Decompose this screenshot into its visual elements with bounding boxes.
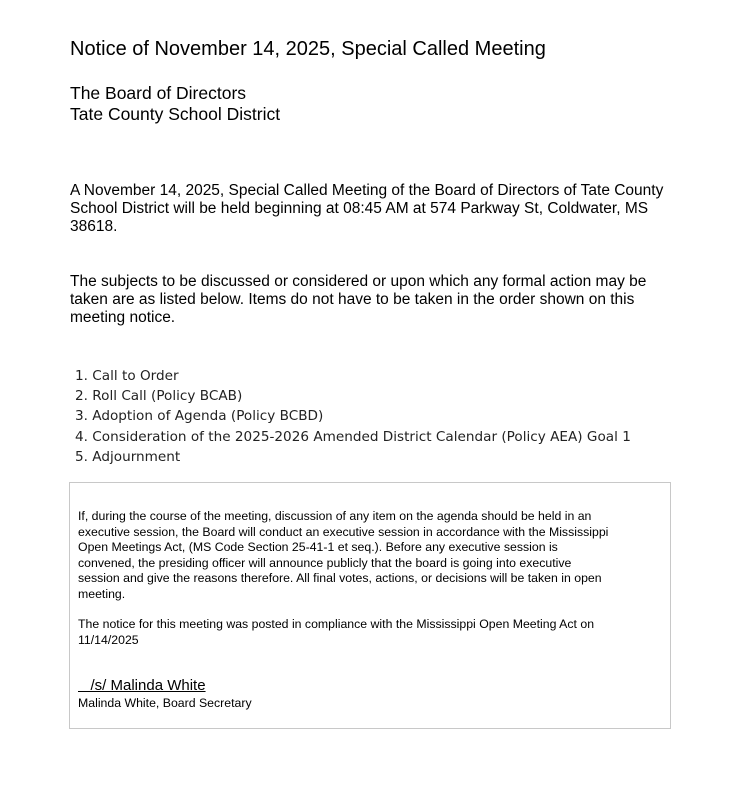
notice-line: convened, the presiding officer will announce publicly that the board is going into executive	[78, 555, 572, 570]
page-title: Notice of November 14, 2025, Special Called Meeting	[70, 38, 546, 60]
signer-title: Malinda White, Board Secretary	[78, 696, 252, 710]
notice-line: meeting.	[78, 586, 126, 601]
agenda-item: 2. Roll Call (Policy BCAB)	[75, 388, 243, 405]
district-name: Tate County School District	[70, 104, 281, 124]
agenda-item: 4. Consideration of the 2025-2026 Amended District Calendar (Policy AEA) Goal 1	[75, 428, 631, 445]
signature: /s/ Malinda White	[78, 677, 206, 694]
intro-line: School District will be held beginning at 08:45 AM at 574 Parkway St, Coldwater, MS	[70, 200, 649, 217]
intro-line: 38618.	[70, 218, 118, 235]
subjects-line: meeting notice.	[70, 309, 176, 326]
board-name: The Board of Directors	[70, 83, 247, 103]
notice-line: session and give the reasons therefore. All final votes, actions, or decisions will be taken in open	[78, 571, 602, 585]
subjects-line: The subjects to be discussed or considered or upon which any formal action may be	[70, 273, 647, 290]
meeting-intro	[70, 182, 663, 236]
intro-line: A November 14, 2025, Special Called Meeting of the Board of Directors of Tate County	[70, 182, 664, 199]
agenda-item: 3. Adoption of Agenda (Policy BCBD)	[75, 408, 324, 425]
agenda-item: 5. Adjournment	[75, 448, 181, 465]
posted-line: The notice for this meeting was posted in compliance with the Mississippi Open Meeting Act on	[78, 617, 595, 631]
agenda-list	[75, 366, 631, 467]
agenda-item: 1. Call to Order	[75, 368, 179, 384]
subjects-statement	[70, 273, 646, 327]
notice-line: If, during the course of the meeting, discussion of any item on the agenda should be held in an	[78, 509, 592, 523]
subjects-line: taken are as listed below. Items do not have to be taken in the order shown on this	[70, 291, 635, 308]
notice-line: executive session, the Board will conduct an executive session in accordance with the Mississippi	[78, 524, 609, 539]
executive-session-notice	[78, 509, 608, 602]
notice-line: Open Meetings Act, (MS Code Section 25-41-1 et seq.). Before any executive session is	[78, 540, 558, 554]
posting-compliance	[78, 617, 594, 648]
posted-line: 11/14/2025	[78, 632, 139, 647]
